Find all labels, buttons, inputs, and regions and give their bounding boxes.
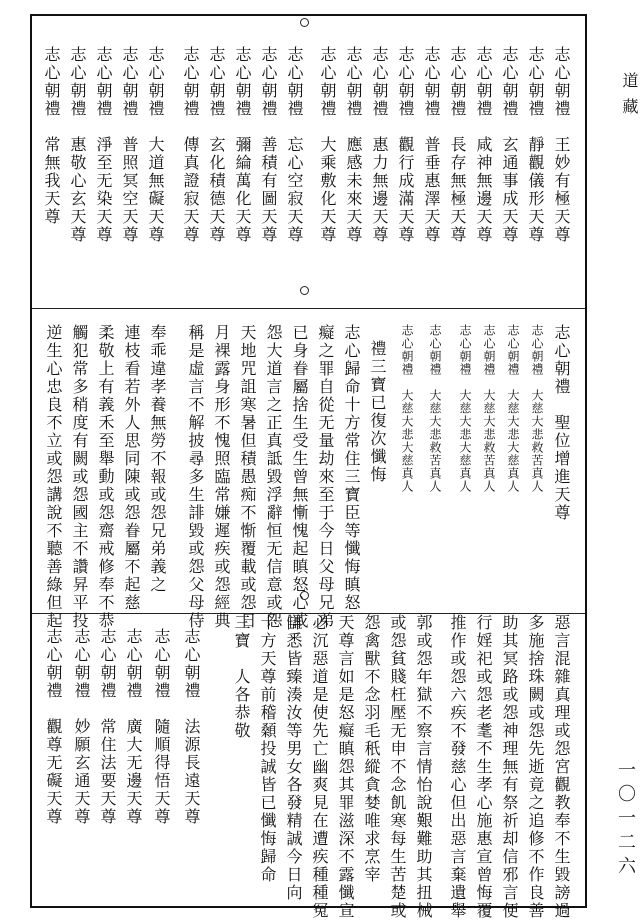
folio-number: 一〇一二六 [615, 760, 636, 880]
text-column: 志心朝禮 惠力無邊天尊 [370, 46, 389, 244]
text-column: 志心朝禮 大道無礙天尊 [146, 46, 165, 244]
text-column: 志心朝禮 長存無極天尊 [448, 46, 467, 244]
text-column: 志心朝禮 玄化積德天尊 [207, 46, 226, 244]
register-circle-icon [300, 18, 309, 27]
text-column: 志心朝禮 常住法要天尊 [98, 628, 117, 826]
register-circle-icon [300, 286, 309, 295]
text-column: 志心朝禮 隨順得悟天尊 [152, 628, 171, 826]
text-column: 逆生心忠良不立或怨講說不聽善綠但起 [44, 324, 63, 630]
text-column: 志心朝禮 王妙有極天尊 [552, 46, 571, 244]
text-column: 志心朝禮 法源長遠天尊 [182, 628, 201, 826]
text-column: 志心朝禮 聖位增進天尊 [552, 324, 571, 522]
text-column: 怨大道言之正真詆毀浮辭恒无信意或怨 [264, 324, 283, 630]
text-column: 志心朝禮 觀尊无礙天尊 [44, 628, 63, 826]
text-column: 稱是虛言不解披尋多生誹毀或怨父母侍 [186, 324, 205, 630]
margin-title: 道藏 [620, 72, 639, 124]
text-column: 惡言混雜真理或怨宮觀教奉不生毀謗過 [552, 614, 571, 920]
text-column: 讎悉皆臻湊汝等男女各發精誠今日向 [284, 614, 303, 902]
text-column: 已身眷屬捨生受生曾無慚愧起瞋怒心或 [290, 324, 309, 630]
text-column: 志心朝禮 傳真證寂天尊 [181, 46, 200, 244]
text-column: 必沉惡道是使先亡幽爽見在遭疾種種冤 [310, 614, 329, 920]
text-column: 志心朝禮 大慈大悲大慈真人 [506, 324, 520, 493]
text-column: 月裸露身形不愧照臨常嫌遲疾或怨經典 [212, 324, 231, 630]
text-column: 志心朝禮 大乘敷化天尊 [318, 46, 337, 244]
text-column: 志心朝禮 大慈大悲救苦真人 [530, 324, 544, 493]
text-column: 奉乖違孝養無勞不報或怨兄弟義之 [148, 324, 167, 594]
text-column: 志心朝禮 惠敬心玄天尊 [68, 46, 87, 244]
text-column: 志心朝禮 大慈大悲救苦真人 [428, 324, 442, 493]
text-column: 郭或怨年獄不察言情怡說艱難助其扭械 [414, 614, 433, 920]
text-column: 志心朝禮 大慈大悲救苦真人 [482, 324, 496, 493]
text-column: 觸犯常多稍度有闕或怨國主不讚昇平投 [70, 324, 89, 630]
text-column: 志心朝禮 普照冥空天尊 [120, 46, 139, 244]
text-column: 志心朝禮 廣大无邊天尊 [124, 628, 143, 826]
text-column: 天地咒詛寒暑但積愚痴不惭覆載或怨日 [238, 324, 257, 630]
text-column: 志心朝禮 普垂惠澤天尊 [422, 46, 441, 244]
text-column: 十方天尊前稽顙投誠皆已懺悔歸命 [258, 614, 277, 884]
text-column: 天尊言如是怒癡瞋怨其罪滋深不露懺宣 [336, 614, 355, 920]
text-column: 助其冥路或怨神理無有祭祈却信邪言便 [500, 614, 519, 920]
text-column: 行婬祀或怨老耄不生孝心施惠宣曾悔覆 [474, 614, 493, 920]
text-column: 志心朝禮 常無我天尊 [42, 46, 61, 226]
text-column: 志心朝禮 靜觀儀形天尊 [526, 46, 545, 244]
text-column: 志心朝禮 咸神無邊天尊 [474, 46, 493, 244]
text-column: 志心朝禮 應感未來天尊 [344, 46, 363, 244]
text-column: 志心朝禮 善積有圖天尊 [259, 46, 278, 244]
text-column: 志心朝禮 觀行成滿天尊 [396, 46, 415, 244]
text-column: 志心朝禮 大慈大悲大慈真人 [400, 324, 414, 493]
text-column: 三寶 人各恭敬 [232, 614, 251, 740]
text-column: 志心歸命十方常住三寶臣等懺悔瞋怒 [342, 324, 361, 612]
text-column: 禮三寶已復次懺悔 [368, 340, 387, 484]
text-column: 連枝看若外人思同陳或怨眷屬不起慈 [122, 324, 141, 612]
text-column: 多施捨珠闕或怨先逝竟之追修不作良善 [526, 614, 545, 920]
text-column: 怨禽獸不念羽毛秖縱貪婪唯求烹宰 [362, 614, 381, 884]
text-column: 志心朝禮 淨至无染天尊 [94, 46, 113, 244]
text-column: 柔敬上有義禾至舉動或怨齋戒修奉不恭 [96, 324, 115, 630]
text-column: 志心朝禮 妙願玄通天尊 [72, 628, 91, 826]
text-column: 或怨貧賤枉壓无申不念飢寒每生苦楚或 [388, 614, 407, 920]
register-divider-upper [32, 308, 585, 309]
text-column: 推作或怨六疾不發慈心但出惡言棄遺舉 [448, 614, 467, 920]
text-column: 癡之罪自從无量劫來至于今日父母兄弟 [316, 324, 335, 630]
text-column: 志心朝禮 玄通事成天尊 [500, 46, 519, 244]
text-column: 志心朝禮 大慈大悲大慈真人 [458, 324, 472, 493]
text-column: 志心朝禮 忘心空寂天尊 [285, 46, 304, 244]
text-column: 志心朝禮 彌綸萬化天尊 [233, 46, 252, 244]
